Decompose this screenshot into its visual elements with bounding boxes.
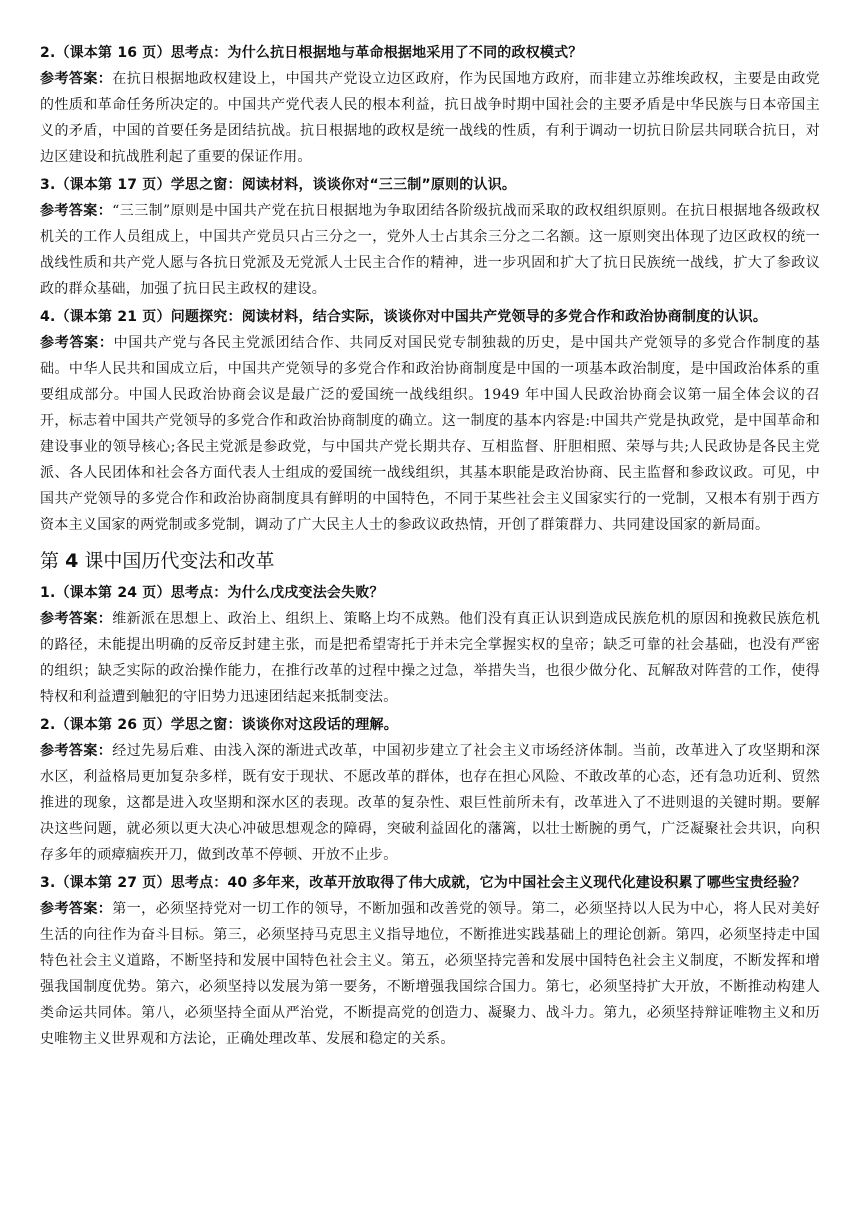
- section-title: [40, 546, 820, 576]
- answer-paragraph: [40, 66, 820, 170]
- question-heading: 4.（课本第 21 页）问题探究：阅读材料，结合实际，谈谈你对中国共产党领导的多党合作和政治协商制度的认识。: [40, 309, 768, 325]
- question-heading: 3.（课本第 27 页）思考点：40 多年来，改革开放取得了伟大成就，它为中国社会主义现代化建设积累了哪些宝贵经验？: [40, 875, 807, 891]
- answer-label: 参考答案：: [40, 71, 113, 87]
- answer-paragraph: [40, 896, 820, 1052]
- answer-text: “三三制”原则是中国共产党在抗日根据地为争取团结各阶级抗战而采取的政权组织原则。在抗日根据地各级政权机关的工作人员组成上，中国共产党员只占三分之一，党外人士占其余三分之二名额。这一原则突出体现了边区政权的统一战线性质和共产党人愿与各抗日党派及无党派人士民主合作的精神，进一步巩固和扩大了抗日民族统一战线，扩大了参政议政的群众基础，加强了抗日民主政权的建设。: [40, 203, 821, 297]
- answer-label: 参考答案：: [40, 611, 113, 627]
- section-number: 4: [65, 550, 79, 572]
- answer-text: 第一，必须坚持党对一切工作的领导，不断加强和改善党的领导。第二，必须坚持以人民为中心，将人民对美好生活的向往作为奋斗目标。第三，必须坚持马克思主义指导地位，不断推进实践基础上的理论创新。第四，必须坚持走中国特色社会主义道路，不断坚持和发展中国特色社会主义。第五，必须坚持完善和发展中国特色社会主义制度，不断发挥和增强我国制度优势。第六，必须坚持以发展为第一要务，不断增强我国综合国力。第七，必须坚持扩大开放，不断推动构建人类命运共同体。第八，必须坚持全面从严治党，不断提高党的创造力、凝聚力、战斗力。第九，必须坚持辩证唯物主义和历史唯物主义世界观和方法论，正确处理改革、发展和稳定的关系。: [40, 901, 821, 1047]
- answer-label: 参考答案：: [40, 743, 113, 759]
- answer-paragraph: [40, 198, 820, 302]
- section-title-text: 课中国历代变法和改革: [84, 550, 275, 572]
- document-page: [40, 40, 820, 1054]
- question-heading: 3.（课本第 17 页）学思之窗：阅读材料，谈谈你对“三三制”原则的认识。: [40, 177, 517, 193]
- answer-label: 参考答案：: [40, 335, 114, 351]
- answer-paragraph: [40, 606, 820, 710]
- answer-label: 参考答案：: [40, 901, 113, 917]
- answer-paragraph: [40, 330, 820, 538]
- answer-text: 中国共产党与各民主党派团结合作、共同反对国民党专制独裁的历史，是中国共产党领导的多党合作制度的基础。中华人民共和国成立后，中国共产党领导的多党合作和政治协商制度是中国的一项基本政治制度，是中国政治体系的重要组成部分。中国人民政治协商会议是最广泛的爱国统一战线组织。1949 年中国人民政治协商会议第一届全体会议的召开，标志着中国共产党领导的多党合作和政治协商制度的确立。这一制度的基本内容是:中国共产党是执政党，是中国革命和建设事业的领导核心;各民主党派是参政党，与中国共产党长期共存、互相监督、肝胆相照、荣辱与共;人民政协是各民主党派、各人民团体和社会各方面代表人士组成的爱国统一战线组织，其基本职能是政治协商、民主监督和参政议政。可见，中国共产党领导的多党合作和政治协商制度具有鲜明的中国特色，不同于某些社会主义国家实行的一党制，又根本有别于西方资本主义国家的两党制或多党制，调动了广大民主人士的参政议政热情，开创了群策群力、共同建设国家的新局面。: [40, 335, 820, 533]
- answer-text: 维新派在思想上、政治上、组织上、策略上均不成熟。他们没有真正认识到造成民族危机的原因和挽救民族危机的路径，未能提出明确的反帝反封建主张，而是把希望寄托于并未完全掌握实权的皇帝；缺乏可靠的社会基础，也没有严密的组织；缺乏实际的政治操作能力，在推行改革的过程中操之过急，举措失当，也很少做分化、瓦解敌对阵营的工作，使得特权和利益遭到触犯的守旧势力迅速团结起来抵制变法。: [40, 611, 821, 705]
- question-heading: 1.（课本第 24 页）思考点：为什么戊戌变法会失败？: [40, 585, 384, 601]
- answer-text: 经过先易后难、由浅入深的渐进式改革，中国初步建立了社会主义市场经济体制。当前，改革进入了攻坚期和深水区，利益格局更加复杂多样，既有安于现状、不愿改革的群体，也存在担心风险、不敢改革的心态，还有急功近利、贸然推进的现象，这都是进入攻坚期和深水区的表现。改革的复杂性、艰巨性前所未有，改革进入了不进则退的关键时期。要解决这些问题，就必须以更大决心冲破思想观念的障碍，突破利益固化的藩篱，以壮士断腕的勇气，广泛凝聚社会共识，向积存多年的顽瘴痼疾开刀，做到改革不停顿、开放不止步。: [40, 743, 821, 863]
- question-heading: 2.（课本第 16 页）思考点：为什么抗日根据地与革命根据地采用了不同的政权模式？: [40, 45, 583, 61]
- answer-text: 在抗日根据地政权建设上，中国共产党设立边区政府，作为民国地方政府，而非建立苏维埃政权，主要是由政党的性质和革命任务所决定的。中国共产党代表人民的根本利益，抗日战争时期中国社会的主要矛盾是中华民族与日本帝国主义的矛盾，中国的首要任务是团结抗战。抗日根据地的政权是统一战线的性质，有利于调动一切抗日阶层共同联合抗日，对边区建设和抗战胜利起了重要的保证作用。: [40, 71, 821, 165]
- question-heading: 2.（课本第 26 页）学思之窗：谈谈你对这段话的理解。: [40, 717, 398, 733]
- section-prefix: 第: [40, 550, 60, 572]
- answer-paragraph: [40, 738, 820, 868]
- answer-label: 参考答案：: [40, 203, 113, 219]
